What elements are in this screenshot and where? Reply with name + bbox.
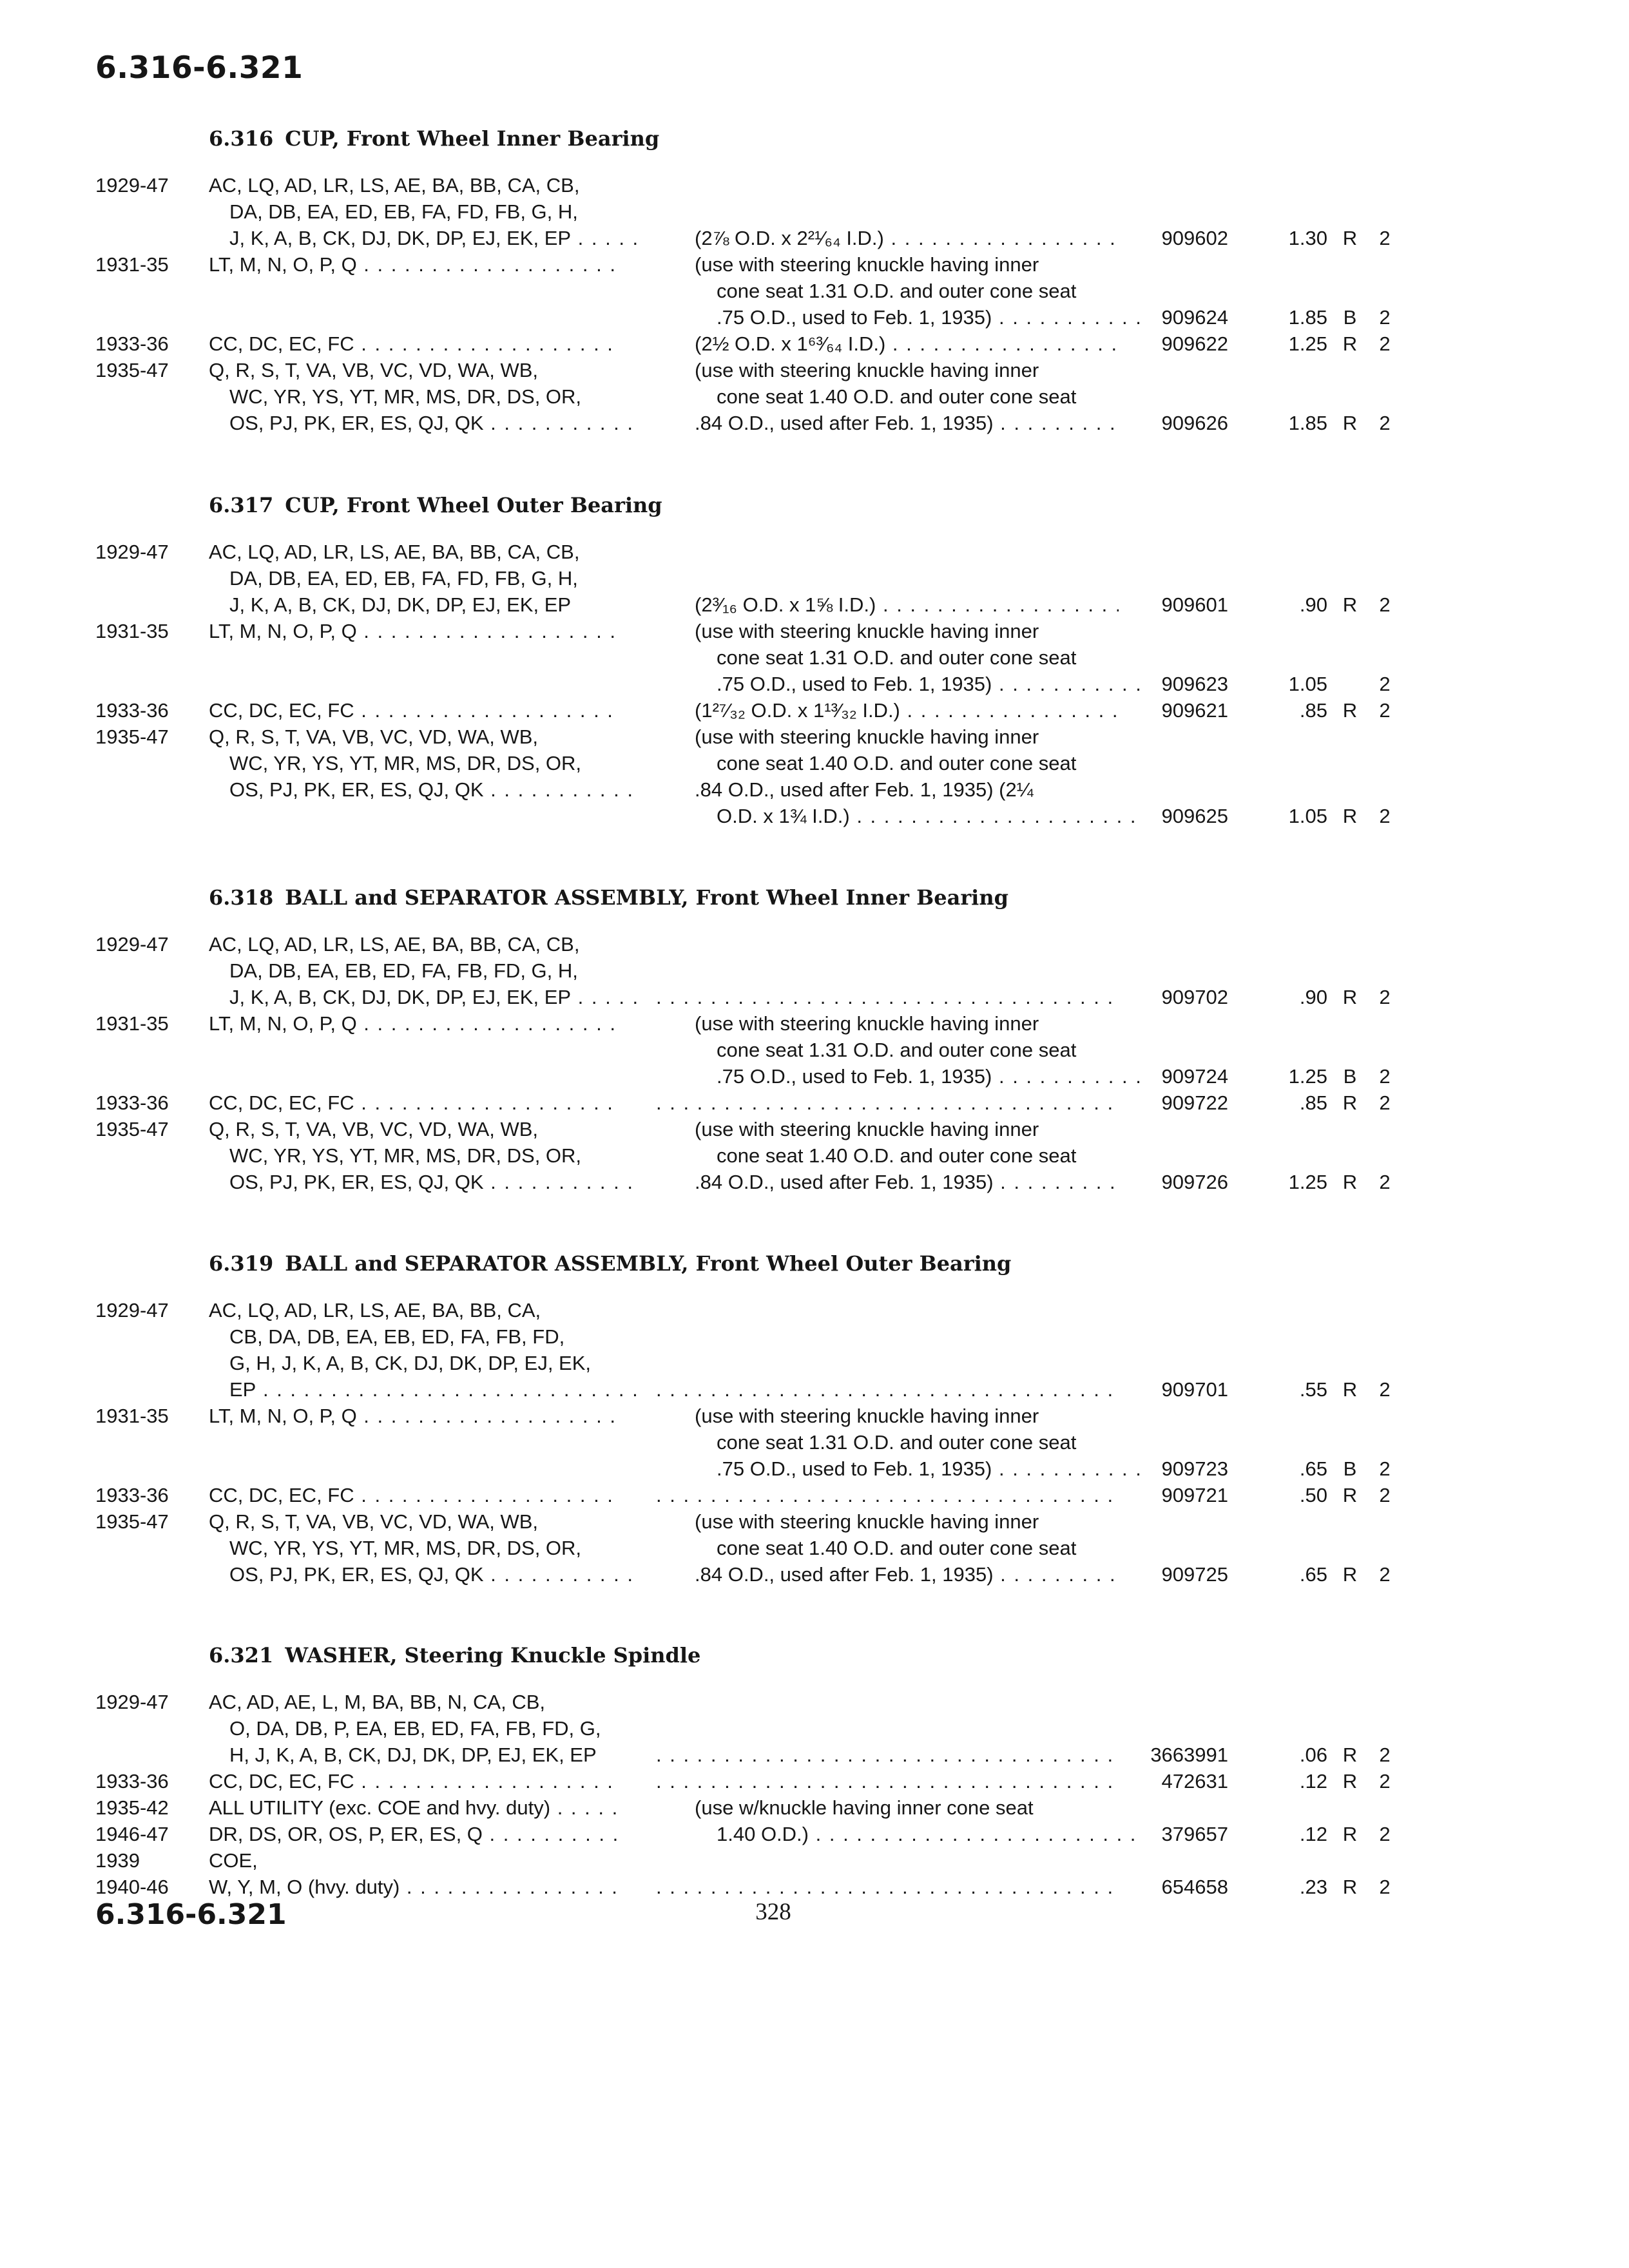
price-cell: .85 [1299, 1091, 1327, 1114]
table-row [0, 305, 1629, 331]
notes-cell: cone seat 1.40 O.D. and outer cone seat [717, 1537, 1077, 1559]
notes-cell: (use with steering knuckle having inner [695, 253, 1039, 276]
table-row [0, 1090, 1629, 1116]
notes-cell [656, 1742, 1119, 1768]
section-title-text: CUP, Front Wheel Outer Bearing [285, 493, 662, 517]
table-row [0, 1456, 1629, 1482]
notes-cell: cone seat 1.40 O.D. and outer cone seat [717, 752, 1077, 774]
table-row [0, 278, 1629, 304]
table-row [0, 1324, 1629, 1350]
qty-cell: 2 [1379, 1563, 1391, 1586]
qty-cell: 2 [1379, 1823, 1391, 1845]
qty-cell: 2 [1379, 306, 1391, 329]
models-cell: AC, AD, AE, L, M, BA, BB, N, CA, CB, [209, 1691, 545, 1713]
code-cell: R [1342, 986, 1358, 1008]
notes-cell: .75 O.D., used to Feb. 1, 1935) . . . [717, 1064, 1141, 1090]
qty-cell: 2 [1379, 593, 1391, 616]
code-cell: R [1342, 1484, 1358, 1506]
models-cell: DA, DB, EA, EB, ED, FA, FB, FD, G, H, [229, 959, 578, 982]
table-row [0, 1064, 1629, 1090]
models-cell: Q, R, S, T, VA, VB, VC, VD, WA, WB, [209, 726, 539, 748]
section-number: 6.319 [209, 1251, 274, 1276]
notes-cell: O.D. x 1¾ I.D.) . . . [717, 803, 1141, 829]
code-cell: R [1342, 1823, 1358, 1845]
price-cell: .90 [1299, 593, 1327, 616]
qty-cell: 2 [1379, 1091, 1391, 1114]
qty-cell: 2 [1379, 1065, 1391, 1088]
qty-cell: 2 [1379, 227, 1391, 249]
qty-cell: 2 [1379, 805, 1391, 827]
section-number: 6.321 [209, 1643, 274, 1667]
notes-cell: .84 O.D., used after Feb. 1, 1935) . . . [695, 1562, 1119, 1588]
models-cell: OS, PJ, PK, ER, ES, QJ, QK . . . [229, 777, 642, 803]
price-cell: 1.05 [1288, 805, 1327, 827]
table-row [0, 1535, 1629, 1561]
models-cell: Q, R, S, T, VA, VB, VC, VD, WA, WB, [209, 1510, 539, 1533]
models-cell: CC, DC, EC, FC . . . [209, 331, 621, 357]
price-cell: .50 [1299, 1484, 1327, 1506]
table-row [0, 592, 1629, 618]
table-row [0, 645, 1629, 671]
code-cell: R [1342, 227, 1358, 249]
table-row [0, 619, 1629, 644]
code-cell: R [1342, 1770, 1358, 1792]
notes-cell: .75 O.D., used to Feb. 1, 1935) . . . [717, 1456, 1141, 1482]
qty-cell: 2 [1379, 1378, 1391, 1401]
section-number: 6.317 [209, 493, 274, 517]
footer-range: 6.316-6.321 [95, 1898, 287, 1931]
table-row [0, 199, 1629, 225]
table-row [0, 226, 1629, 251]
part-number-cell: 379657 [1161, 1823, 1228, 1845]
notes-cell: .84 O.D., used after Feb. 1, 1935) (2¼ [695, 778, 1034, 801]
code-cell: R [1342, 1744, 1358, 1766]
section-title [209, 126, 659, 151]
notes-cell: cone seat 1.31 O.D. and outer cone seat [717, 1431, 1077, 1454]
models-cell: OS, PJ, PK, ER, ES, QJ, QK . . . [229, 1562, 642, 1588]
part-number-cell: 909624 [1161, 306, 1228, 329]
notes-cell: (use with steering knuckle having inner [695, 1118, 1039, 1140]
part-number-cell: 909621 [1161, 699, 1228, 722]
notes-cell: (2½ O.D. x 1⁶³⁄₆₄ I.D.) . . . [695, 331, 1119, 357]
table-row [0, 331, 1629, 357]
notes-cell: (2⅞ O.D. x 2²¹⁄₆₄ I.D.) . . . [695, 226, 1119, 251]
models-cell: CC, DC, EC, FC . . . [209, 1483, 621, 1508]
models-cell: H, J, K, A, B, CK, DJ, DK, DP, EJ, EK, EP [229, 1744, 597, 1766]
models-cell: CC, DC, EC, FC . . . [209, 1090, 621, 1116]
table-row [0, 1509, 1629, 1535]
qty-cell: 2 [1379, 699, 1391, 722]
code-cell: R [1342, 1876, 1358, 1898]
years-cell: 1929-47 [95, 541, 169, 563]
qty-cell: 2 [1379, 986, 1391, 1008]
price-cell: .55 [1299, 1378, 1327, 1401]
part-number-cell: 909723 [1161, 1457, 1228, 1480]
models-cell: WC, YR, YS, YT, MR, MS, DR, DS, OR, [229, 752, 582, 774]
table-row [0, 566, 1629, 591]
notes-cell: (1²⁷⁄₃₂ O.D. x 1¹³⁄₃₂ I.D.) . . . [695, 698, 1119, 724]
table-row [0, 1403, 1629, 1429]
qty-cell: 2 [1379, 673, 1391, 695]
price-cell: .65 [1299, 1563, 1327, 1586]
years-cell: 1933-36 [95, 699, 169, 722]
code-cell: R [1342, 1171, 1358, 1193]
code-cell: R [1342, 1378, 1358, 1401]
price-cell: 1.25 [1288, 1065, 1327, 1088]
models-cell: DA, DB, EA, ED, EB, FA, FD, FB, G, H, [229, 200, 578, 223]
years-cell: 1946-47 [95, 1823, 169, 1845]
notes-cell: (use with steering knuckle having inner [695, 359, 1039, 381]
notes-cell [656, 1874, 1119, 1900]
models-cell: DR, DS, OR, OS, P, ER, ES, Q . . . [209, 1821, 621, 1847]
models-cell: G, H, J, K, A, B, CK, DJ, DK, DP, EJ, EK, [229, 1352, 592, 1374]
models-cell: CC, DC, EC, FC . . . [209, 1769, 621, 1794]
models-cell: WC, YR, YS, YT, MR, MS, DR, DS, OR, [229, 385, 582, 408]
table-row [0, 1483, 1629, 1508]
code-cell: R [1342, 412, 1358, 434]
table-row [0, 252, 1629, 278]
models-cell: J, K, A, B, CK, DJ, DK, DP, EJ, EK, EP . . . [229, 985, 642, 1010]
notes-cell: 1.40 O.D.) . . . [717, 1821, 1141, 1847]
part-number-cell: 909726 [1161, 1171, 1228, 1193]
models-cell: COE, [209, 1849, 258, 1872]
qty-cell: 2 [1379, 1744, 1391, 1766]
years-cell: 1939 [95, 1849, 140, 1872]
table-row [0, 173, 1629, 198]
section-title-text: BALL and SEPARATOR ASSEMBLY, Front Wheel Outer Bearing [285, 1251, 1012, 1276]
part-number-cell: 909626 [1161, 412, 1228, 434]
years-cell: 1933-36 [95, 1770, 169, 1792]
table-row [0, 1795, 1629, 1821]
table-row [0, 1298, 1629, 1323]
years-cell: 1935-42 [95, 1796, 169, 1819]
table-row [0, 932, 1629, 957]
notes-cell: (2³⁄₁₆ O.D. x 1⅝ I.D.) . . . [695, 592, 1119, 618]
part-number-cell: 909701 [1161, 1378, 1228, 1401]
models-cell: W, Y, M, O (hvy. duty) . . . [209, 1874, 621, 1900]
price-cell: .65 [1299, 1457, 1327, 1480]
code-cell: R [1342, 805, 1358, 827]
part-number-cell: 909625 [1161, 805, 1228, 827]
notes-cell: (use w/knuckle having inner cone seat [695, 1796, 1034, 1819]
qty-cell: 2 [1379, 1770, 1391, 1792]
price-cell: .12 [1299, 1823, 1327, 1845]
table-row [0, 1716, 1629, 1742]
models-cell: AC, LQ, AD, LR, LS, AE, BA, BB, CA, CB, [209, 541, 580, 563]
notes-cell: cone seat 1.40 O.D. and outer cone seat [717, 385, 1077, 408]
part-number-cell: 909601 [1161, 593, 1228, 616]
code-cell: B [1343, 1065, 1357, 1088]
table-row [0, 803, 1629, 829]
price-cell: .12 [1299, 1770, 1327, 1792]
notes-cell: (use with steering knuckle having inner [695, 1405, 1039, 1427]
price-cell: 1.85 [1288, 412, 1327, 434]
table-row [0, 698, 1629, 724]
page-number: 328 [755, 1899, 791, 1925]
table-row [0, 1350, 1629, 1376]
part-number-cell: 909623 [1161, 673, 1228, 695]
code-cell: B [1343, 1457, 1357, 1480]
models-cell: CB, DA, DB, EA, EB, ED, FA, FB, FD, [229, 1325, 565, 1348]
price-cell: .90 [1299, 986, 1327, 1008]
header-range: 6.316-6.321 [95, 50, 304, 86]
models-cell: AC, LQ, AD, LR, LS, AE, BA, BB, CA, CB, [209, 933, 580, 956]
table-row [0, 958, 1629, 984]
table-row [0, 1689, 1629, 1715]
section-number: 6.318 [209, 885, 274, 910]
years-cell: 1929-47 [95, 933, 169, 956]
section-title-text: WASHER, Steering Knuckle Spindle [285, 1643, 701, 1667]
part-number-cell: 909725 [1161, 1563, 1228, 1586]
notes-cell: cone seat 1.31 O.D. and outer cone seat [717, 1039, 1077, 1061]
price-cell: .85 [1299, 699, 1327, 722]
years-cell: 1931-35 [95, 1012, 169, 1035]
notes-cell: .75 O.D., used to Feb. 1, 1935) . . . [717, 671, 1141, 697]
table-row [0, 751, 1629, 776]
notes-cell [656, 985, 1119, 1010]
years-cell: 1933-36 [95, 1091, 169, 1114]
table-row [0, 1874, 1629, 1900]
part-number-cell: 3663991 [1150, 1744, 1228, 1766]
table-row [0, 1377, 1629, 1403]
table-row [0, 410, 1629, 436]
notes-cell: (use with steering knuckle having inner [695, 1510, 1039, 1533]
section-number: 6.316 [209, 126, 274, 151]
code-cell: R [1342, 593, 1358, 616]
qty-cell: 2 [1379, 332, 1391, 355]
code-cell: B [1343, 306, 1357, 329]
part-number-cell: 472631 [1161, 1770, 1228, 1792]
table-row [0, 384, 1629, 410]
models-cell: LT, M, N, O, P, Q . . . [209, 1011, 621, 1037]
table-row [0, 671, 1629, 697]
price-cell: 1.25 [1288, 332, 1327, 355]
notes-cell: cone seat 1.40 O.D. and outer cone seat [717, 1144, 1077, 1167]
table-row [0, 1011, 1629, 1037]
table-row [0, 539, 1629, 565]
qty-cell: 2 [1379, 1876, 1391, 1898]
notes-cell: cone seat 1.31 O.D. and outer cone seat [717, 280, 1077, 302]
section-title [209, 1251, 1011, 1276]
price-cell: .06 [1299, 1744, 1327, 1766]
models-cell: LT, M, N, O, P, Q . . . [209, 619, 621, 644]
models-cell: J, K, A, B, CK, DJ, DK, DP, EJ, EK, EP [229, 593, 572, 616]
table-row [0, 1430, 1629, 1456]
years-cell: 1931-35 [95, 253, 169, 276]
models-cell: EP . . . [229, 1377, 642, 1403]
years-cell: 1935-47 [95, 726, 169, 748]
notes-cell: .84 O.D., used after Feb. 1, 1935) . . . [695, 410, 1119, 436]
notes-cell [656, 1483, 1119, 1508]
section-title-text: BALL and SEPARATOR ASSEMBLY, Front Wheel Inner Bearing [285, 885, 1008, 910]
table-row [0, 1143, 1629, 1169]
price-cell: 1.85 [1288, 306, 1327, 329]
notes-cell [656, 1769, 1119, 1794]
models-cell: LT, M, N, O, P, Q . . . [209, 252, 621, 278]
years-cell: 1929-47 [95, 1691, 169, 1713]
years-cell: 1935-47 [95, 359, 169, 381]
qty-cell: 2 [1379, 1171, 1391, 1193]
price-cell: .23 [1299, 1876, 1327, 1898]
part-number-cell: 909622 [1161, 332, 1228, 355]
code-cell: R [1342, 1563, 1358, 1586]
models-cell: LT, M, N, O, P, Q . . . [209, 1403, 621, 1429]
code-cell: R [1342, 1091, 1358, 1114]
models-cell: AC, LQ, AD, LR, LS, AE, BA, BB, CA, CB, [209, 174, 580, 197]
section-title [209, 493, 662, 517]
table-row [0, 1117, 1629, 1142]
table-row [0, 1562, 1629, 1588]
notes-cell: (use with steering knuckle having inner [695, 620, 1039, 642]
table-row [0, 1848, 1629, 1874]
table-row [0, 358, 1629, 383]
models-cell: OS, PJ, PK, ER, ES, QJ, QK . . . [229, 1169, 642, 1195]
models-cell: Q, R, S, T, VA, VB, VC, VD, WA, WB, [209, 359, 539, 381]
part-number-cell: 654658 [1161, 1876, 1228, 1898]
models-cell: O, DA, DB, P, EA, EB, ED, FA, FB, FD, G, [229, 1717, 601, 1740]
price-cell: 1.25 [1288, 1171, 1327, 1193]
part-number-cell: 909721 [1161, 1484, 1228, 1506]
years-cell: 1935-47 [95, 1118, 169, 1140]
models-cell: DA, DB, EA, ED, EB, FA, FD, FB, G, H, [229, 567, 578, 590]
part-number-cell: 909722 [1161, 1091, 1228, 1114]
section-title [209, 885, 1008, 910]
notes-cell: .75 O.D., used to Feb. 1, 1935) . . . [717, 305, 1141, 331]
qty-cell: 2 [1379, 1457, 1391, 1480]
years-cell: 1929-47 [95, 174, 169, 197]
table-row [0, 985, 1629, 1010]
years-cell: 1933-36 [95, 332, 169, 355]
table-row [0, 1037, 1629, 1063]
part-number-cell: 909602 [1161, 227, 1228, 249]
notes-cell: (use with steering knuckle having inner [695, 1012, 1039, 1035]
models-cell: WC, YR, YS, YT, MR, MS, DR, DS, OR, [229, 1537, 582, 1559]
table-row [0, 1742, 1629, 1768]
table-row [0, 724, 1629, 750]
models-cell: J, K, A, B, CK, DJ, DK, DP, EJ, EK, EP . . . [229, 226, 642, 251]
qty-cell: 2 [1379, 412, 1391, 434]
section-title-text: CUP, Front Wheel Inner Bearing [285, 126, 660, 151]
table-row [0, 1769, 1629, 1794]
code-cell: R [1342, 332, 1358, 355]
models-cell: CC, DC, EC, FC . . . [209, 698, 621, 724]
models-cell: OS, PJ, PK, ER, ES, QJ, QK . . . [229, 410, 642, 436]
notes-cell: .84 O.D., used after Feb. 1, 1935) . . . [695, 1169, 1119, 1195]
models-cell: Q, R, S, T, VA, VB, VC, VD, WA, WB, [209, 1118, 539, 1140]
notes-cell [656, 1090, 1119, 1116]
part-number-cell: 909724 [1161, 1065, 1228, 1088]
table-row [0, 1169, 1629, 1195]
table-row [0, 777, 1629, 803]
notes-cell: cone seat 1.31 O.D. and outer cone seat [717, 646, 1077, 669]
years-cell: 1931-35 [95, 620, 169, 642]
years-cell: 1933-36 [95, 1484, 169, 1506]
code-cell: R [1342, 699, 1358, 722]
price-cell: 1.05 [1288, 673, 1327, 695]
part-number-cell: 909702 [1161, 986, 1228, 1008]
years-cell: 1935-47 [95, 1510, 169, 1533]
models-cell: WC, YR, YS, YT, MR, MS, DR, DS, OR, [229, 1144, 582, 1167]
notes-cell: (use with steering knuckle having inner [695, 726, 1039, 748]
table-row [0, 1821, 1629, 1847]
notes-cell [656, 1377, 1119, 1403]
years-cell: 1931-35 [95, 1405, 169, 1427]
years-cell: 1940-46 [95, 1876, 169, 1898]
price-cell: 1.30 [1288, 227, 1327, 249]
models-cell: ALL UTILITY (exc. COE and hvy. duty) . . . [209, 1795, 621, 1821]
qty-cell: 2 [1379, 1484, 1391, 1506]
models-cell: AC, LQ, AD, LR, LS, AE, BA, BB, CA, [209, 1299, 541, 1321]
section-title [209, 1643, 700, 1667]
years-cell: 1929-47 [95, 1299, 169, 1321]
